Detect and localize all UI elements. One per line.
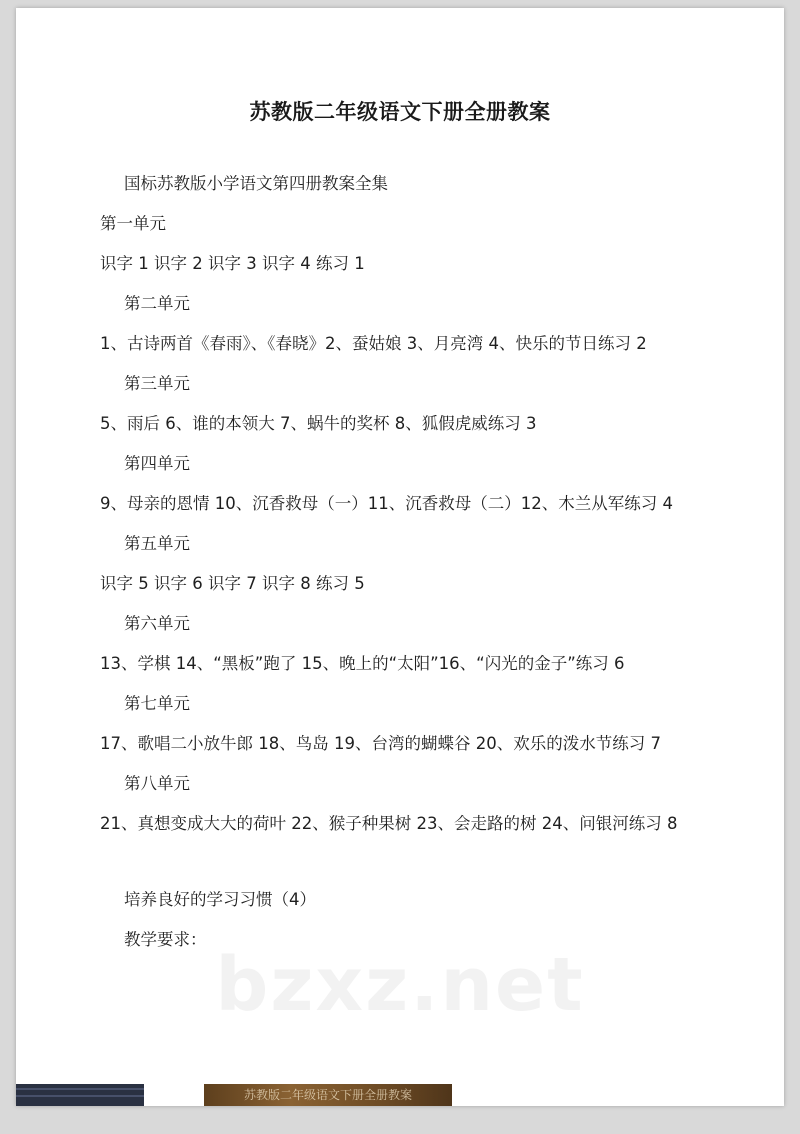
paragraph-17: 培养良好的学习习惯（4） <box>124 890 316 909</box>
paragraph-2: 识字 1 识字 2 识字 3 识字 4 练习 1 <box>100 254 365 273</box>
paragraph-6: 5、雨后 6、谁的本领大 7、蜗牛的奖杯 8、狐假虎威练习 3 <box>100 414 537 433</box>
document-body <box>16 8 784 960</box>
page-title: 苏教版二年级语文下册全册教案 <box>249 100 551 124</box>
paragraph-7: 第四单元 <box>124 454 190 473</box>
paragraph-12: 13、学棋 14、“黑板”跑了 15、晚上的“太阳”16、“闪光的金子”练习 6 <box>100 654 625 673</box>
paragraph-5: 第三单元 <box>124 374 190 393</box>
paragraph-13: 第七单元 <box>124 694 190 713</box>
strip-center-block <box>204 1084 452 1106</box>
strip-line-1 <box>16 1088 144 1090</box>
document-page <box>16 8 784 1106</box>
paragraph-18: 教学要求： <box>124 930 207 949</box>
strip-left-block <box>16 1084 144 1106</box>
paragraph-11: 第六单元 <box>124 614 190 633</box>
paragraph-4: 1、古诗两首《春雨》、《春晓》2、蚕姑娘 3、月亮湾 4、快乐的节日练习 2 <box>100 334 647 353</box>
paragraph-16: 21、真想变成大大的荷叶 22、猴子种果树 23、会走路的树 24、问银河练习 8 <box>100 814 678 833</box>
strip-center-text: 苏教版二年级语文下册全册教案 <box>243 1088 412 1102</box>
paragraph-9: 第五单元 <box>124 534 190 553</box>
paragraph-14: 17、歌唱二小放牛郎 18、鸟岛 19、台湾的蝴蝶谷 20、欢乐的泼水节练习 7 <box>100 734 661 753</box>
watermark: bzxz.net <box>215 942 585 1028</box>
strip-line-2 <box>16 1095 144 1097</box>
paragraph-3: 第二单元 <box>124 294 190 313</box>
paragraph-10: 识字 5 识字 6 识字 7 识字 8 练习 5 <box>100 574 365 593</box>
paragraph-8: 9、母亲的恩情 10、沉香救母（一）11、沉香救母（二）12、木兰从军练习 4 <box>100 494 673 513</box>
paragraph-15: 第八单元 <box>124 774 190 793</box>
page-bottom-strip <box>16 1084 784 1106</box>
paragraph-0: 国标苏教版小学语文第四册教案全集 <box>124 174 388 193</box>
paragraph-1: 第一单元 <box>100 214 166 233</box>
